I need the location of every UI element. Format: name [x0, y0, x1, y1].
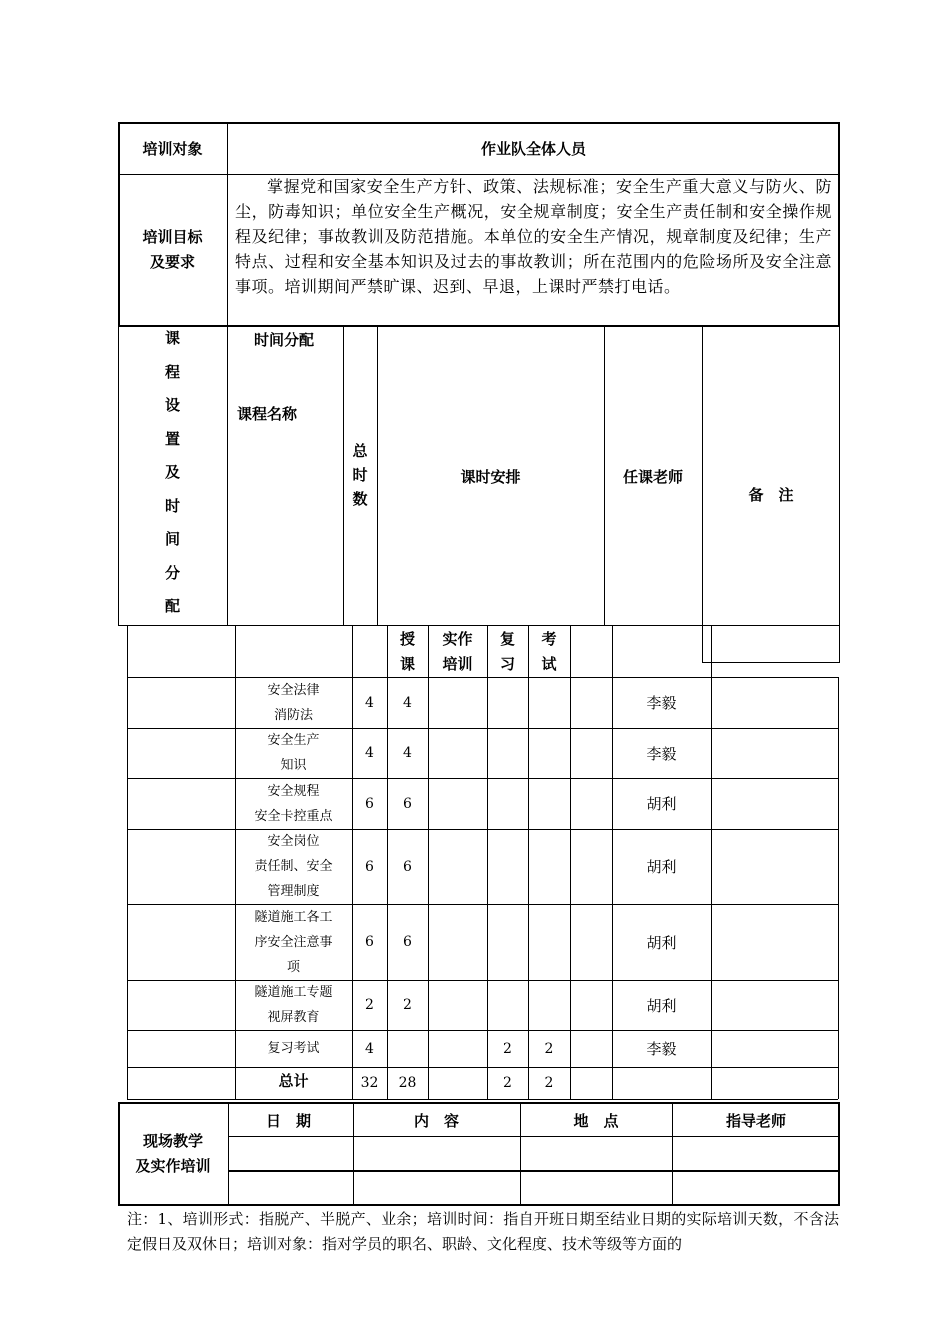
total-hours-char: 数 [352, 490, 368, 508]
course-review [487, 677, 528, 728]
course-name [235, 904, 352, 980]
training-goal-label [118, 174, 227, 326]
course-teacher: 胡利 [646, 795, 677, 813]
course-name [235, 728, 352, 778]
training-target-value: 作业队全体人员 [480, 139, 586, 158]
sub-header-char: 课 [399, 654, 415, 673]
course-exam [528, 677, 570, 728]
course-practice [428, 904, 487, 980]
training-target-label: 培训对象 [142, 139, 203, 158]
course-name [235, 778, 352, 829]
course-name-line: 隧道施工专题 [254, 985, 333, 1000]
course-name-line: 知识 [280, 758, 307, 773]
sub-header-char: 授 [399, 629, 415, 648]
course-name [235, 1030, 352, 1067]
course-name-line: 安全生产 [267, 733, 320, 748]
training-goal-text: 掌握党和国家安全生产方针、政策、法规标准；安全生产重大意义与防火、防尘，防毒知识；单位安全生产概况，安全规章制度；安全生产责任制和安全操作规程及纪律；事故教训及防范措施。本单位的安全生产情况，规章制度及纪律；生产特点、过程和安全基本知识及过去的事故教训；所在范围内的危险场所及安全注意事项。培训期间严禁旷课、迟到、早退，上课时严禁打电话。 [235, 177, 832, 296]
course-lecture: 6 [403, 858, 412, 875]
course-total: 6 [365, 858, 374, 875]
course-name-line: 视屏教育 [267, 1010, 320, 1025]
course-total: 4 [365, 1040, 374, 1057]
course-name-line: 隧道施工各工 [254, 909, 333, 925]
course-review [487, 980, 528, 1030]
course-lecture: 2 [403, 997, 412, 1013]
course-total: 6 [365, 934, 374, 950]
goal-label-line-2: 及要求 [149, 253, 195, 271]
title-char: 置 [164, 429, 180, 448]
total-row-label: 总计 [278, 1071, 309, 1090]
divider [127, 626, 128, 1099]
divider [228, 1136, 840, 1137]
course-total: 6 [365, 795, 374, 812]
course-teacher: 胡利 [646, 996, 677, 1015]
course-name [235, 829, 352, 904]
course-name-line: 责任制、安全 [254, 859, 333, 874]
onsite-date-header: 日 期 [266, 1111, 312, 1130]
course-lecture [387, 1030, 428, 1067]
course-teacher: 胡利 [646, 933, 677, 952]
title-char: 配 [164, 597, 180, 615]
total-row-lecture: 28 [398, 1075, 417, 1091]
sub-header-review [487, 626, 528, 677]
course-total: 4 [365, 745, 374, 761]
goal-label-line-1: 培训目标 [142, 228, 203, 246]
course-name-line: 安全规程 [267, 783, 320, 799]
course-exam [528, 728, 570, 778]
total-row-review: 2 [503, 1075, 512, 1091]
course-name [235, 677, 352, 728]
divider [702, 662, 840, 663]
course-teacher: 李毅 [646, 1040, 677, 1058]
course-teacher: 胡利 [646, 858, 677, 876]
sub-header-line: 实作 [442, 629, 473, 648]
sub-header-char: 试 [541, 654, 557, 673]
course-exam: 2 [544, 1040, 554, 1057]
divider [127, 1099, 838, 1100]
onsite-label-line-2: 及实作培训 [135, 1157, 211, 1175]
course-name-line: 安全卡控重点 [254, 808, 333, 824]
title-char: 分 [164, 563, 180, 582]
divider [227, 326, 228, 626]
title-char: 及 [164, 463, 180, 481]
course-lecture: 6 [403, 795, 412, 812]
course-teacher: 李毅 [646, 694, 677, 712]
course-review [487, 904, 528, 980]
course-lecture: 6 [403, 934, 412, 950]
footnote: 注：1、培训形式：指脱产、半脱产、业余；培训时间：指自开班日期至结业日期的实际培训天数，不含法定假日及双休日；培训对象：指对学员的职名、职龄、文化程度、技术等级等方面的 [127, 1210, 839, 1253]
course-name-line: 序安全注意事 [254, 934, 333, 950]
title-char: 课 [164, 329, 180, 347]
course-exam [528, 829, 570, 904]
divider [711, 677, 712, 1099]
divider [711, 626, 712, 677]
sub-header-lecture [387, 626, 428, 677]
course-lecture: 4 [403, 694, 412, 711]
course-review: 2 [503, 1040, 512, 1057]
title-char: 时 [164, 496, 180, 515]
course-exam [528, 904, 570, 980]
divider [228, 1170, 840, 1172]
course-name-line: 项 [286, 959, 300, 975]
course-lecture: 4 [403, 745, 412, 761]
onsite-label [118, 1102, 228, 1206]
sub-header-char: 复 [499, 629, 515, 648]
course-total: 2 [365, 997, 374, 1013]
sub-header-char: 考 [541, 629, 557, 648]
total-row-exam: 2 [544, 1075, 554, 1091]
teacher-header: 任课老师 [622, 467, 683, 486]
course-name-line: 消防法 [273, 707, 313, 723]
onsite-label-line-1: 现场教学 [142, 1132, 203, 1150]
course-practice [428, 829, 487, 904]
divider [570, 626, 571, 1099]
course-practice [428, 980, 487, 1030]
course-name-line: 安全岗位 [267, 834, 320, 849]
sub-header-char: 习 [499, 654, 515, 673]
course-practice [428, 1030, 487, 1067]
remark-header: 备 注 [748, 485, 794, 504]
total-row-total: 32 [360, 1075, 379, 1091]
title-char: 间 [164, 530, 180, 548]
sub-header-practice [428, 626, 487, 677]
total-row-practice [428, 1067, 487, 1099]
onsite-instructor-header: 指导老师 [725, 1111, 786, 1130]
total-hours-header [343, 439, 377, 511]
onsite-content-header: 内 容 [413, 1111, 459, 1130]
course-exam [528, 778, 570, 829]
divider [838, 677, 839, 1099]
schedule-section-title [118, 322, 227, 624]
course-total: 4 [365, 694, 374, 711]
course-name-line: 管理制度 [267, 884, 320, 899]
course-practice [428, 728, 487, 778]
course-name-label: 课程名称 [237, 405, 298, 423]
total-hours-char: 总 [352, 442, 368, 460]
course-review [487, 728, 528, 778]
course-practice [428, 677, 487, 728]
course-review [487, 778, 528, 829]
onsite-location-header: 地 点 [573, 1111, 619, 1130]
course-exam [528, 980, 570, 1030]
time-allocation-label: 时间分配 [254, 331, 315, 349]
arrangement-header: 课时安排 [460, 467, 521, 486]
course-practice [428, 778, 487, 829]
course-name-line: 安全法律 [267, 682, 320, 698]
title-char: 设 [164, 396, 180, 414]
course-name-line: 复习考试 [267, 1041, 320, 1056]
title-char: 程 [164, 362, 180, 381]
course-name [235, 980, 352, 1030]
sub-header-line: 培训 [442, 654, 473, 673]
course-review [487, 829, 528, 904]
course-teacher: 李毅 [646, 744, 677, 763]
sub-header-exam [528, 626, 570, 677]
total-hours-char: 时 [352, 466, 368, 484]
divider [839, 600, 840, 663]
